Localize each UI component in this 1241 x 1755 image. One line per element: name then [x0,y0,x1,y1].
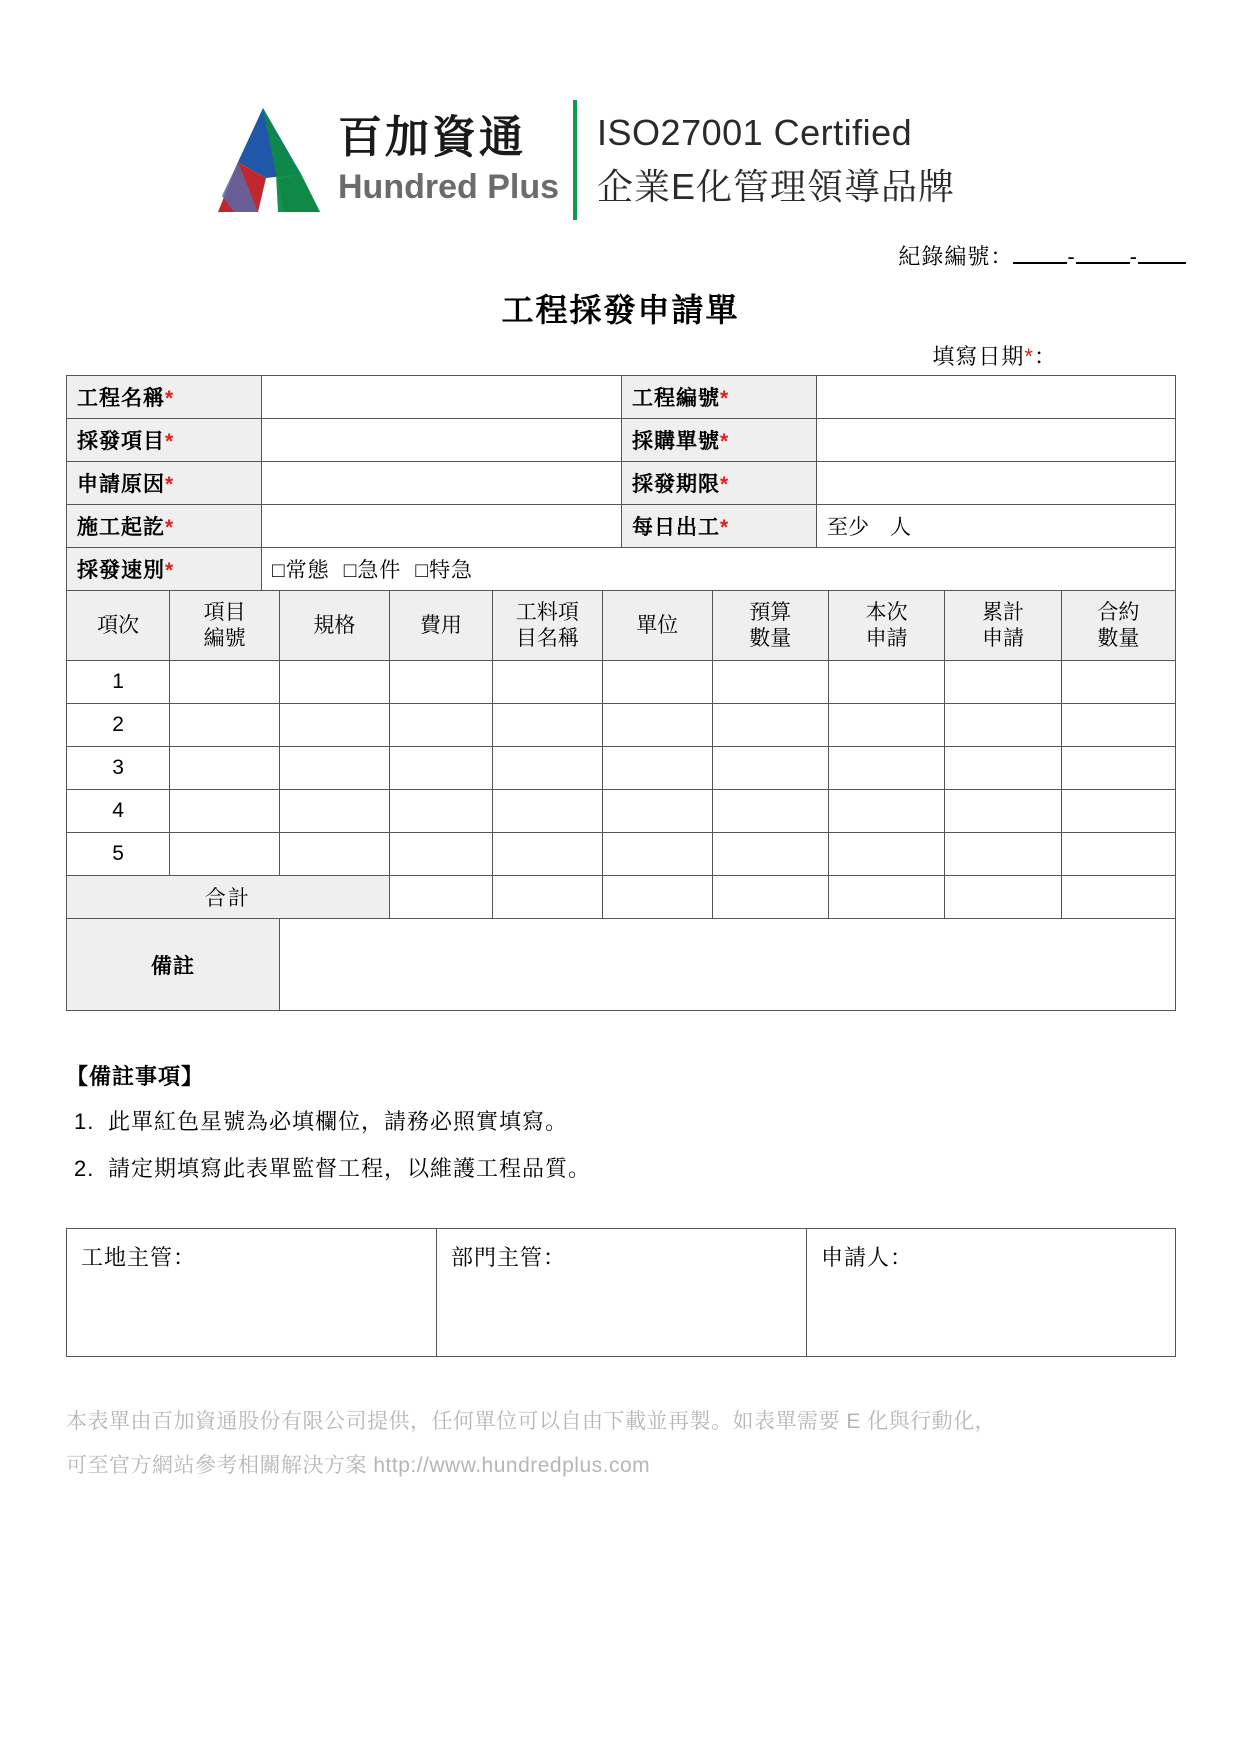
checkbox-label: 常態 [285,559,330,582]
label-text: 工程編號 [632,387,720,410]
line-items-head [67,591,1176,661]
table-row [67,790,1176,833]
table-row [67,462,1176,505]
header-line-2: 數量 [749,626,792,650]
total-cost[interactable] [389,876,492,919]
col-header-contract-qty [1061,591,1175,661]
table-row [67,661,1176,704]
form-tables [66,375,1176,1011]
required-asterisk: * [165,516,175,539]
note-number: 2. [74,1156,95,1181]
label-procurement-item [67,419,262,462]
input-remark[interactable] [280,919,1176,1011]
fill-date-label: 填寫日期 [932,344,1025,369]
header-info-body [67,376,1176,591]
row-index: 5 [67,833,170,876]
cell-contract-qty[interactable] [1061,661,1175,704]
line-items-table [66,590,1176,1011]
cell-unit[interactable] [602,747,712,790]
notes-section [66,1060,1176,1199]
checkbox-icon[interactable]: □ [343,559,358,582]
cell-current-request[interactable] [828,747,944,790]
label-application-reason [67,462,262,505]
note-item-1 [66,1105,1176,1136]
cell-budget-qty[interactable] [712,790,828,833]
col-header-cost [389,591,492,661]
label-daily-workers [622,505,817,548]
brand-divider [573,100,577,220]
label-text: 工程名稱 [77,387,165,410]
col-header-budget-qty [712,591,828,661]
signature-label: 部門主管： [451,1245,567,1270]
label-remark: 備註 [67,919,280,1011]
label-project-code [622,376,817,419]
total-cumulative-request[interactable] [945,876,1061,919]
cell-material-name[interactable] [493,704,603,747]
header-line-1: 預算 [749,600,792,624]
col-header-cumulative-request [945,591,1061,661]
table-row [67,505,1176,548]
required-asterisk: * [720,473,730,496]
checkbox-option-urgent[interactable] [344,559,402,582]
label-procurement-priority [67,548,262,591]
brand-tagline [597,106,955,214]
cell-cost[interactable] [389,790,492,833]
row-index: 3 [67,747,170,790]
cell-current-request[interactable] [828,833,944,876]
cell-item-code[interactable] [170,833,280,876]
cell-unit[interactable] [602,790,712,833]
input-procurement-deadline[interactable] [817,462,1176,505]
cell-cost[interactable] [389,661,492,704]
signature-applicant[interactable] [807,1229,1176,1357]
header-line-1: 累計 [982,600,1025,624]
record-number-blank-1[interactable] [1013,262,1067,264]
cell-unit[interactable] [602,661,712,704]
signature-label: 工地主管： [81,1245,197,1270]
checkbox-icon[interactable]: □ [272,559,286,582]
footer-disclaimer [66,1400,1186,1488]
header-line-1: 工料項 [515,600,579,624]
table-row [67,747,1176,790]
cell-contract-qty[interactable] [1061,747,1175,790]
total-budget-qty[interactable] [712,876,828,919]
cell-cumulative-request[interactable] [945,661,1061,704]
col-header-material-name [493,591,603,661]
brand-slogan-cn: 企業E化管理領導品牌 [597,166,956,207]
cell-cumulative-request[interactable] [945,747,1061,790]
label-construction-period [67,505,262,548]
label-text: 施工起訖 [77,516,165,539]
header-line-1: 合約 [1097,600,1140,624]
cell-spec[interactable] [280,790,390,833]
remark-row [67,919,1176,1011]
header-line-2: 數量 [1097,626,1140,650]
cell-unit[interactable] [602,704,712,747]
record-number-blank-2[interactable] [1076,262,1130,264]
required-asterisk: * [165,430,175,453]
header-line-2: 申請 [982,626,1025,650]
record-number-label: 紀錄編號： [898,244,1014,269]
header-line-1: 本次 [865,600,908,624]
brand-header [198,100,955,220]
note-number: 1. [74,1109,95,1134]
cell-item-code[interactable] [170,747,280,790]
label-purchase-order-no [622,419,817,462]
label-text: 採發速別 [77,559,165,582]
cell-budget-qty[interactable] [712,747,828,790]
signature-table [66,1228,1176,1357]
table-row [67,1229,1176,1357]
label-text: 採購單號 [632,430,720,453]
company-website-link[interactable]: http://www.hundredplus.com [373,1454,651,1477]
hundred-plus-triangle-logo-icon [198,100,328,220]
cell-budget-qty[interactable] [712,661,828,704]
input-daily-workers[interactable]: 至少 人 [817,505,1176,548]
signature-section [66,1228,1176,1357]
cell-contract-qty[interactable] [1061,833,1175,876]
label-text: 申請原因 [77,473,165,496]
cell-cost[interactable] [389,747,492,790]
checkbox-label: 急件 [357,559,402,582]
label-text: 每日出工 [632,516,720,539]
cell-current-request[interactable] [828,790,944,833]
label-project-name [67,376,262,419]
cell-budget-qty[interactable] [712,833,828,876]
input-procurement-item[interactable] [262,419,622,462]
fill-date-colon: ： [1033,344,1057,369]
row-index: 4 [67,790,170,833]
record-number-blank-3[interactable] [1138,262,1186,264]
cell-unit[interactable] [602,833,712,876]
total-unit[interactable] [602,876,712,919]
cell-contract-qty[interactable] [1061,704,1175,747]
required-asterisk: * [1024,344,1034,369]
iso-certification-label: ISO27001 Certified [597,112,913,153]
row-index: 1 [67,661,170,704]
brand-wordmark [338,111,559,209]
cell-material-name[interactable] [493,661,603,704]
header-line-2: 編號 [203,626,246,650]
label-text: 採發期限 [632,473,720,496]
col-header-item-code [170,591,280,661]
header-line-1: 項目 [203,600,246,624]
cell-item-code[interactable] [170,661,280,704]
table-row [67,376,1176,419]
footer-line-2-prefix: 可至官方網站參考相關解決方案 [66,1454,374,1477]
checkbox-option-express[interactable] [415,559,473,582]
header-line-1: 項次 [97,613,140,637]
note-text: 此單紅色星號為必填欄位，請務必照實填寫。 [108,1109,569,1134]
label-procurement-deadline [622,462,817,505]
total-contract-qty[interactable] [1061,876,1175,919]
header-line-1: 單位 [636,613,679,637]
label-text: 採發項目 [77,430,165,453]
input-project-code[interactable] [817,376,1176,419]
footer-line-2 [66,1444,1186,1488]
table-header-row [67,591,1176,661]
cell-current-request[interactable] [828,704,944,747]
input-purchase-order-no[interactable] [817,419,1176,462]
required-asterisk: * [720,430,730,453]
line-items-body [67,661,1176,1011]
required-asterisk: * [720,387,730,410]
cell-spec[interactable] [280,747,390,790]
signature-department-manager[interactable] [437,1229,807,1357]
cell-item-code[interactable] [170,790,280,833]
cell-material-name[interactable] [493,747,603,790]
cell-budget-qty[interactable] [712,704,828,747]
totals-row [67,876,1176,919]
row-index: 2 [67,704,170,747]
fill-date-field [932,340,1057,371]
cell-spec[interactable] [280,833,390,876]
col-header-current-request [828,591,944,661]
header-info-table [66,375,1176,591]
record-number-line: 紀錄編號： - - [898,240,1186,271]
table-row [67,419,1176,462]
cell-cumulative-request[interactable] [945,704,1061,747]
input-construction-period[interactable] [262,505,622,548]
total-label: 合計 [67,876,390,919]
cell-current-request[interactable] [828,661,944,704]
input-application-reason[interactable] [262,462,622,505]
signature-body [67,1229,1176,1357]
brand-name-cn: 百加資通 [338,113,526,162]
col-header-unit [602,591,712,661]
cell-cost[interactable] [389,704,492,747]
checkbox-icon[interactable]: □ [415,559,430,582]
table-row [67,833,1176,876]
cell-cost[interactable] [389,833,492,876]
footer-line-1: 本表單由百加資通股份有限公司提供，任何單位可以自由下載並再製。如表單需要 E 化與行動化， [66,1410,997,1433]
cell-spec[interactable] [280,661,390,704]
header-line-2: 申請 [865,626,908,650]
cell-spec[interactable] [280,704,390,747]
col-header-spec [280,591,390,661]
checkbox-option-normal[interactable] [272,559,330,582]
input-project-name[interactable] [262,376,622,419]
signature-site-supervisor[interactable] [67,1229,437,1357]
required-asterisk: * [720,516,730,539]
required-asterisk: * [165,387,175,410]
signature-label: 申請人： [821,1245,914,1270]
note-item-2 [66,1152,1176,1183]
page-title: 工程採發申請單 [501,292,740,328]
required-asterisk: * [165,473,175,496]
cell-material-name[interactable] [493,833,603,876]
total-current-request[interactable] [828,876,944,919]
brand-name-en: Hundred Plus [338,168,560,206]
table-row [67,704,1176,747]
table-row [67,548,1176,591]
header-line-1: 費用 [419,613,462,637]
procurement-priority-options [262,548,1176,591]
cell-material-name[interactable] [493,790,603,833]
col-header-seq [67,591,170,661]
cell-item-code[interactable] [170,704,280,747]
header-line-1: 規格 [313,613,356,637]
required-asterisk: * [165,559,175,582]
cell-cumulative-request[interactable] [945,790,1061,833]
header-line-2: 目名稱 [515,626,579,650]
checkbox-label: 特急 [429,559,474,582]
cell-contract-qty[interactable] [1061,790,1175,833]
total-material-name[interactable] [493,876,603,919]
note-text: 請定期填寫此表單監督工程，以維護工程品質。 [108,1156,592,1181]
notes-title: 【備註事項】 [66,1064,205,1089]
cell-cumulative-request[interactable] [945,833,1061,876]
